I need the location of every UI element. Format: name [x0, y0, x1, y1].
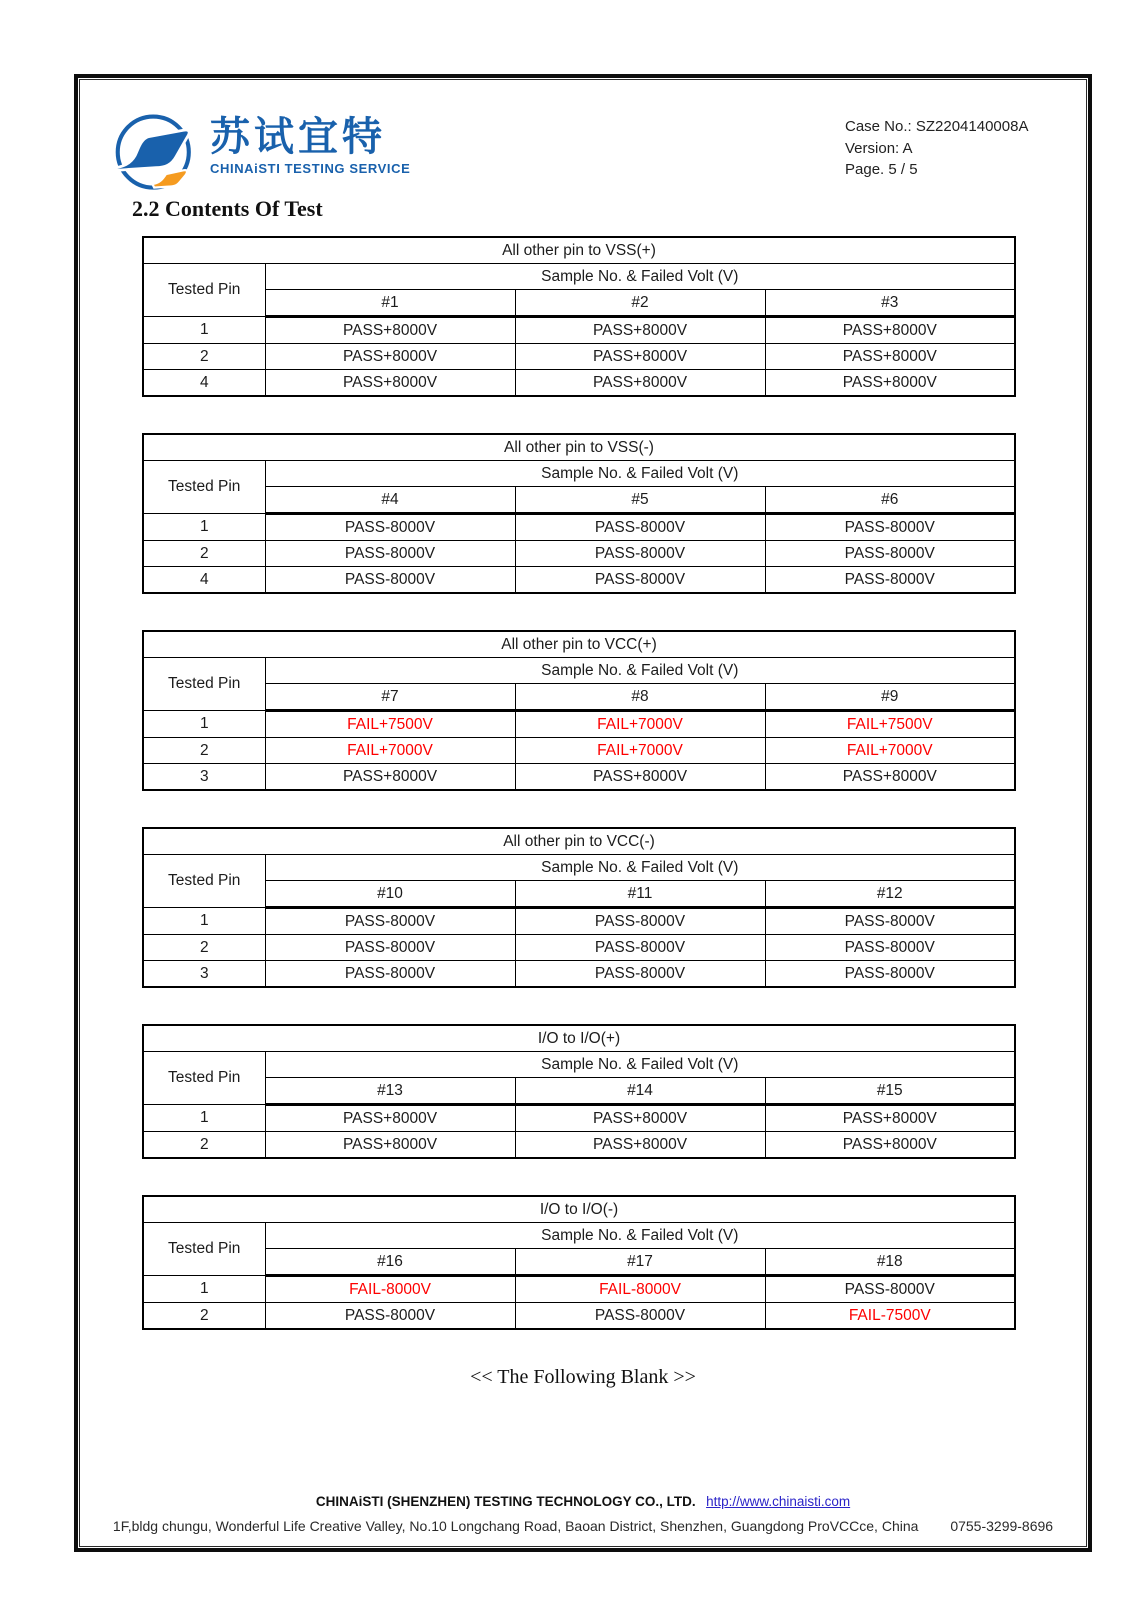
test-result-value: PASS-8000V [265, 1303, 515, 1330]
test-result-value: PASS+8000V [765, 1105, 1015, 1132]
case-info-block [845, 116, 1028, 181]
sample-volt-header: Sample No. & Failed Volt (V) [265, 658, 1015, 684]
test-result-value: PASS-8000V [765, 514, 1015, 541]
table-title: All other pin to VCC(-) [143, 828, 1015, 855]
following-blank-note: << The Following Blank >> [470, 1366, 696, 1388]
test-result-value: PASS-8000V [515, 541, 765, 567]
test-result-table [142, 1195, 1016, 1330]
sample-volt-header: Sample No. & Failed Volt (V) [265, 1052, 1015, 1078]
sample-number: #11 [515, 881, 765, 908]
tested-pin-value: 2 [143, 738, 265, 764]
test-result-value: PASS-8000V [265, 567, 515, 594]
test-result-table [142, 236, 1016, 397]
sample-number: #14 [515, 1078, 765, 1105]
test-result-value: PASS+8000V [765, 344, 1015, 370]
sample-number: #6 [765, 487, 1015, 514]
test-result-value: PASS+8000V [765, 764, 1015, 791]
table-title: All other pin to VSS(-) [143, 434, 1015, 461]
test-result-value: PASS+8000V [515, 1132, 765, 1159]
footer-website-link[interactable]: http://www.chinaisti.com [706, 1494, 851, 1509]
tested-pin-header: Tested Pin [143, 1052, 265, 1105]
sample-volt-header: Sample No. & Failed Volt (V) [265, 264, 1015, 290]
test-result-value: PASS+8000V [265, 1105, 515, 1132]
test-result-value: FAIL+7000V [265, 738, 515, 764]
test-result-value: FAIL+7000V [765, 738, 1015, 764]
test-result-value: PASS-8000V [515, 935, 765, 961]
tested-pin-value: 3 [143, 961, 265, 988]
test-result-table [142, 433, 1016, 594]
sample-number: #7 [265, 684, 515, 711]
test-result-value: PASS-8000V [515, 514, 765, 541]
tested-pin-value: 1 [143, 1105, 265, 1132]
logo-chinese-name: 苏试宜特 [210, 115, 386, 159]
test-result-value: PASS-8000V [265, 908, 515, 935]
sample-volt-header: Sample No. & Failed Volt (V) [265, 1223, 1015, 1249]
test-result-value: PASS+8000V [515, 764, 765, 791]
test-result-value: PASS+8000V [765, 1132, 1015, 1159]
test-result-value: PASS-8000V [765, 567, 1015, 594]
tested-pin-value: 4 [143, 567, 265, 594]
test-result-value: PASS-8000V [765, 541, 1015, 567]
test-result-value: PASS-8000V [515, 961, 765, 988]
test-result-value: FAIL+7000V [515, 738, 765, 764]
tested-pin-value: 1 [143, 1276, 265, 1303]
test-result-value: PASS-8000V [265, 514, 515, 541]
test-result-table [142, 630, 1016, 791]
test-result-value: PASS+8000V [265, 370, 515, 397]
tested-pin-value: 1 [143, 908, 265, 935]
table-title: All other pin to VCC(+) [143, 631, 1015, 658]
table-title: All other pin to VSS(+) [143, 237, 1015, 264]
logo-flag-icon [110, 112, 202, 194]
table-title: I/O to I/O(-) [143, 1196, 1015, 1223]
report-page-inner-border [79, 79, 1087, 1547]
sample-number: #2 [515, 290, 765, 317]
test-result-value: PASS-8000V [765, 908, 1015, 935]
sample-number: #1 [265, 290, 515, 317]
footer-company-name: CHINAiSTI (SHENZHEN) TESTING TECHNOLOGY CO., LTD. [315, 1494, 696, 1509]
test-result-value: FAIL-8000V [515, 1276, 765, 1303]
tested-pin-value: 1 [143, 317, 265, 344]
report-header [80, 80, 1086, 192]
tested-pin-value: 2 [143, 1303, 265, 1330]
tested-pin-header: Tested Pin [143, 461, 265, 514]
test-result-value: PASS+8000V [765, 370, 1015, 397]
section-heading: 2.2 Contents Of Test [132, 196, 323, 221]
test-result-value: FAIL+7500V [265, 711, 515, 738]
test-result-value: PASS+8000V [515, 344, 765, 370]
test-result-value: PASS-8000V [265, 961, 515, 988]
tested-pin-value: 2 [143, 541, 265, 567]
sample-volt-header: Sample No. & Failed Volt (V) [265, 461, 1015, 487]
table-title: I/O to I/O(+) [143, 1025, 1015, 1052]
report-page-frame [74, 74, 1092, 1552]
sample-number: #3 [765, 290, 1015, 317]
test-result-value: PASS+8000V [265, 1132, 515, 1159]
test-result-value: FAIL-8000V [265, 1276, 515, 1303]
test-result-value: PASS+8000V [265, 317, 515, 344]
test-result-value: FAIL+7000V [515, 711, 765, 738]
sample-number: #16 [265, 1249, 515, 1276]
sample-number: #10 [265, 881, 515, 908]
page-number: Page. 5 / 5 [845, 161, 918, 178]
test-result-value: PASS+8000V [515, 370, 765, 397]
test-result-value: PASS-8000V [515, 1303, 765, 1330]
test-result-value: PASS-8000V [265, 935, 515, 961]
logo-subtitle: CHINAiSTI TESTING SERVICE [210, 161, 411, 176]
version: Version: A [845, 139, 913, 157]
footer-company-line [80, 1493, 1086, 1511]
test-result-value: PASS+8000V [265, 344, 515, 370]
report-footer [80, 1493, 1086, 1534]
test-result-table [142, 1024, 1016, 1159]
sample-number: #15 [765, 1078, 1015, 1105]
tested-pin-header: Tested Pin [143, 855, 265, 908]
test-result-value: PASS-8000V [265, 541, 515, 567]
test-tables [142, 236, 1016, 1330]
tested-pin-header: Tested Pin [143, 658, 265, 711]
test-result-table [142, 827, 1016, 988]
test-result-value: FAIL-7500V [765, 1303, 1015, 1330]
test-result-value: PASS+8000V [515, 317, 765, 344]
company-logo [110, 112, 410, 194]
case-number: Case No.: SZ2204140008A [845, 118, 1029, 135]
footer-address-line [80, 1518, 1086, 1534]
footer-phone: 0755-3299-8696 [950, 1518, 1054, 1534]
test-result-value: PASS-8000V [515, 908, 765, 935]
test-result-value: PASS-8000V [765, 961, 1015, 988]
sample-number: #13 [265, 1078, 515, 1105]
test-result-value: PASS-8000V [765, 935, 1015, 961]
test-result-value: PASS-8000V [765, 1276, 1015, 1303]
tested-pin-value: 1 [143, 514, 265, 541]
test-result-value: FAIL+7500V [765, 711, 1015, 738]
sample-volt-header: Sample No. & Failed Volt (V) [265, 855, 1015, 881]
test-result-value: PASS+8000V [515, 1105, 765, 1132]
test-result-value: PASS+8000V [265, 764, 515, 791]
test-result-value: PASS-8000V [515, 567, 765, 594]
sample-number: #18 [765, 1249, 1015, 1276]
sample-number: #8 [515, 684, 765, 711]
footer-address: 1F,bldg chungu, Wonderful Life Creative Valley, No.10 Longchang Road, Baoan District, Shenzhen, Guangdong ProVCCce, China [112, 1518, 919, 1534]
tested-pin-value: 4 [143, 370, 265, 397]
tested-pin-header: Tested Pin [143, 1223, 265, 1276]
test-result-value: PASS+8000V [765, 317, 1015, 344]
tested-pin-value: 2 [143, 1132, 265, 1159]
tested-pin-value: 2 [143, 344, 265, 370]
tested-pin-header: Tested Pin [143, 264, 265, 317]
tested-pin-value: 3 [143, 764, 265, 791]
tested-pin-value: 1 [143, 711, 265, 738]
sample-number: #17 [515, 1249, 765, 1276]
sample-number: #5 [515, 487, 765, 514]
sample-number: #12 [765, 881, 1015, 908]
logo-text [210, 112, 410, 176]
sample-number: #4 [265, 487, 515, 514]
sample-number: #9 [765, 684, 1015, 711]
tested-pin-value: 2 [143, 935, 265, 961]
